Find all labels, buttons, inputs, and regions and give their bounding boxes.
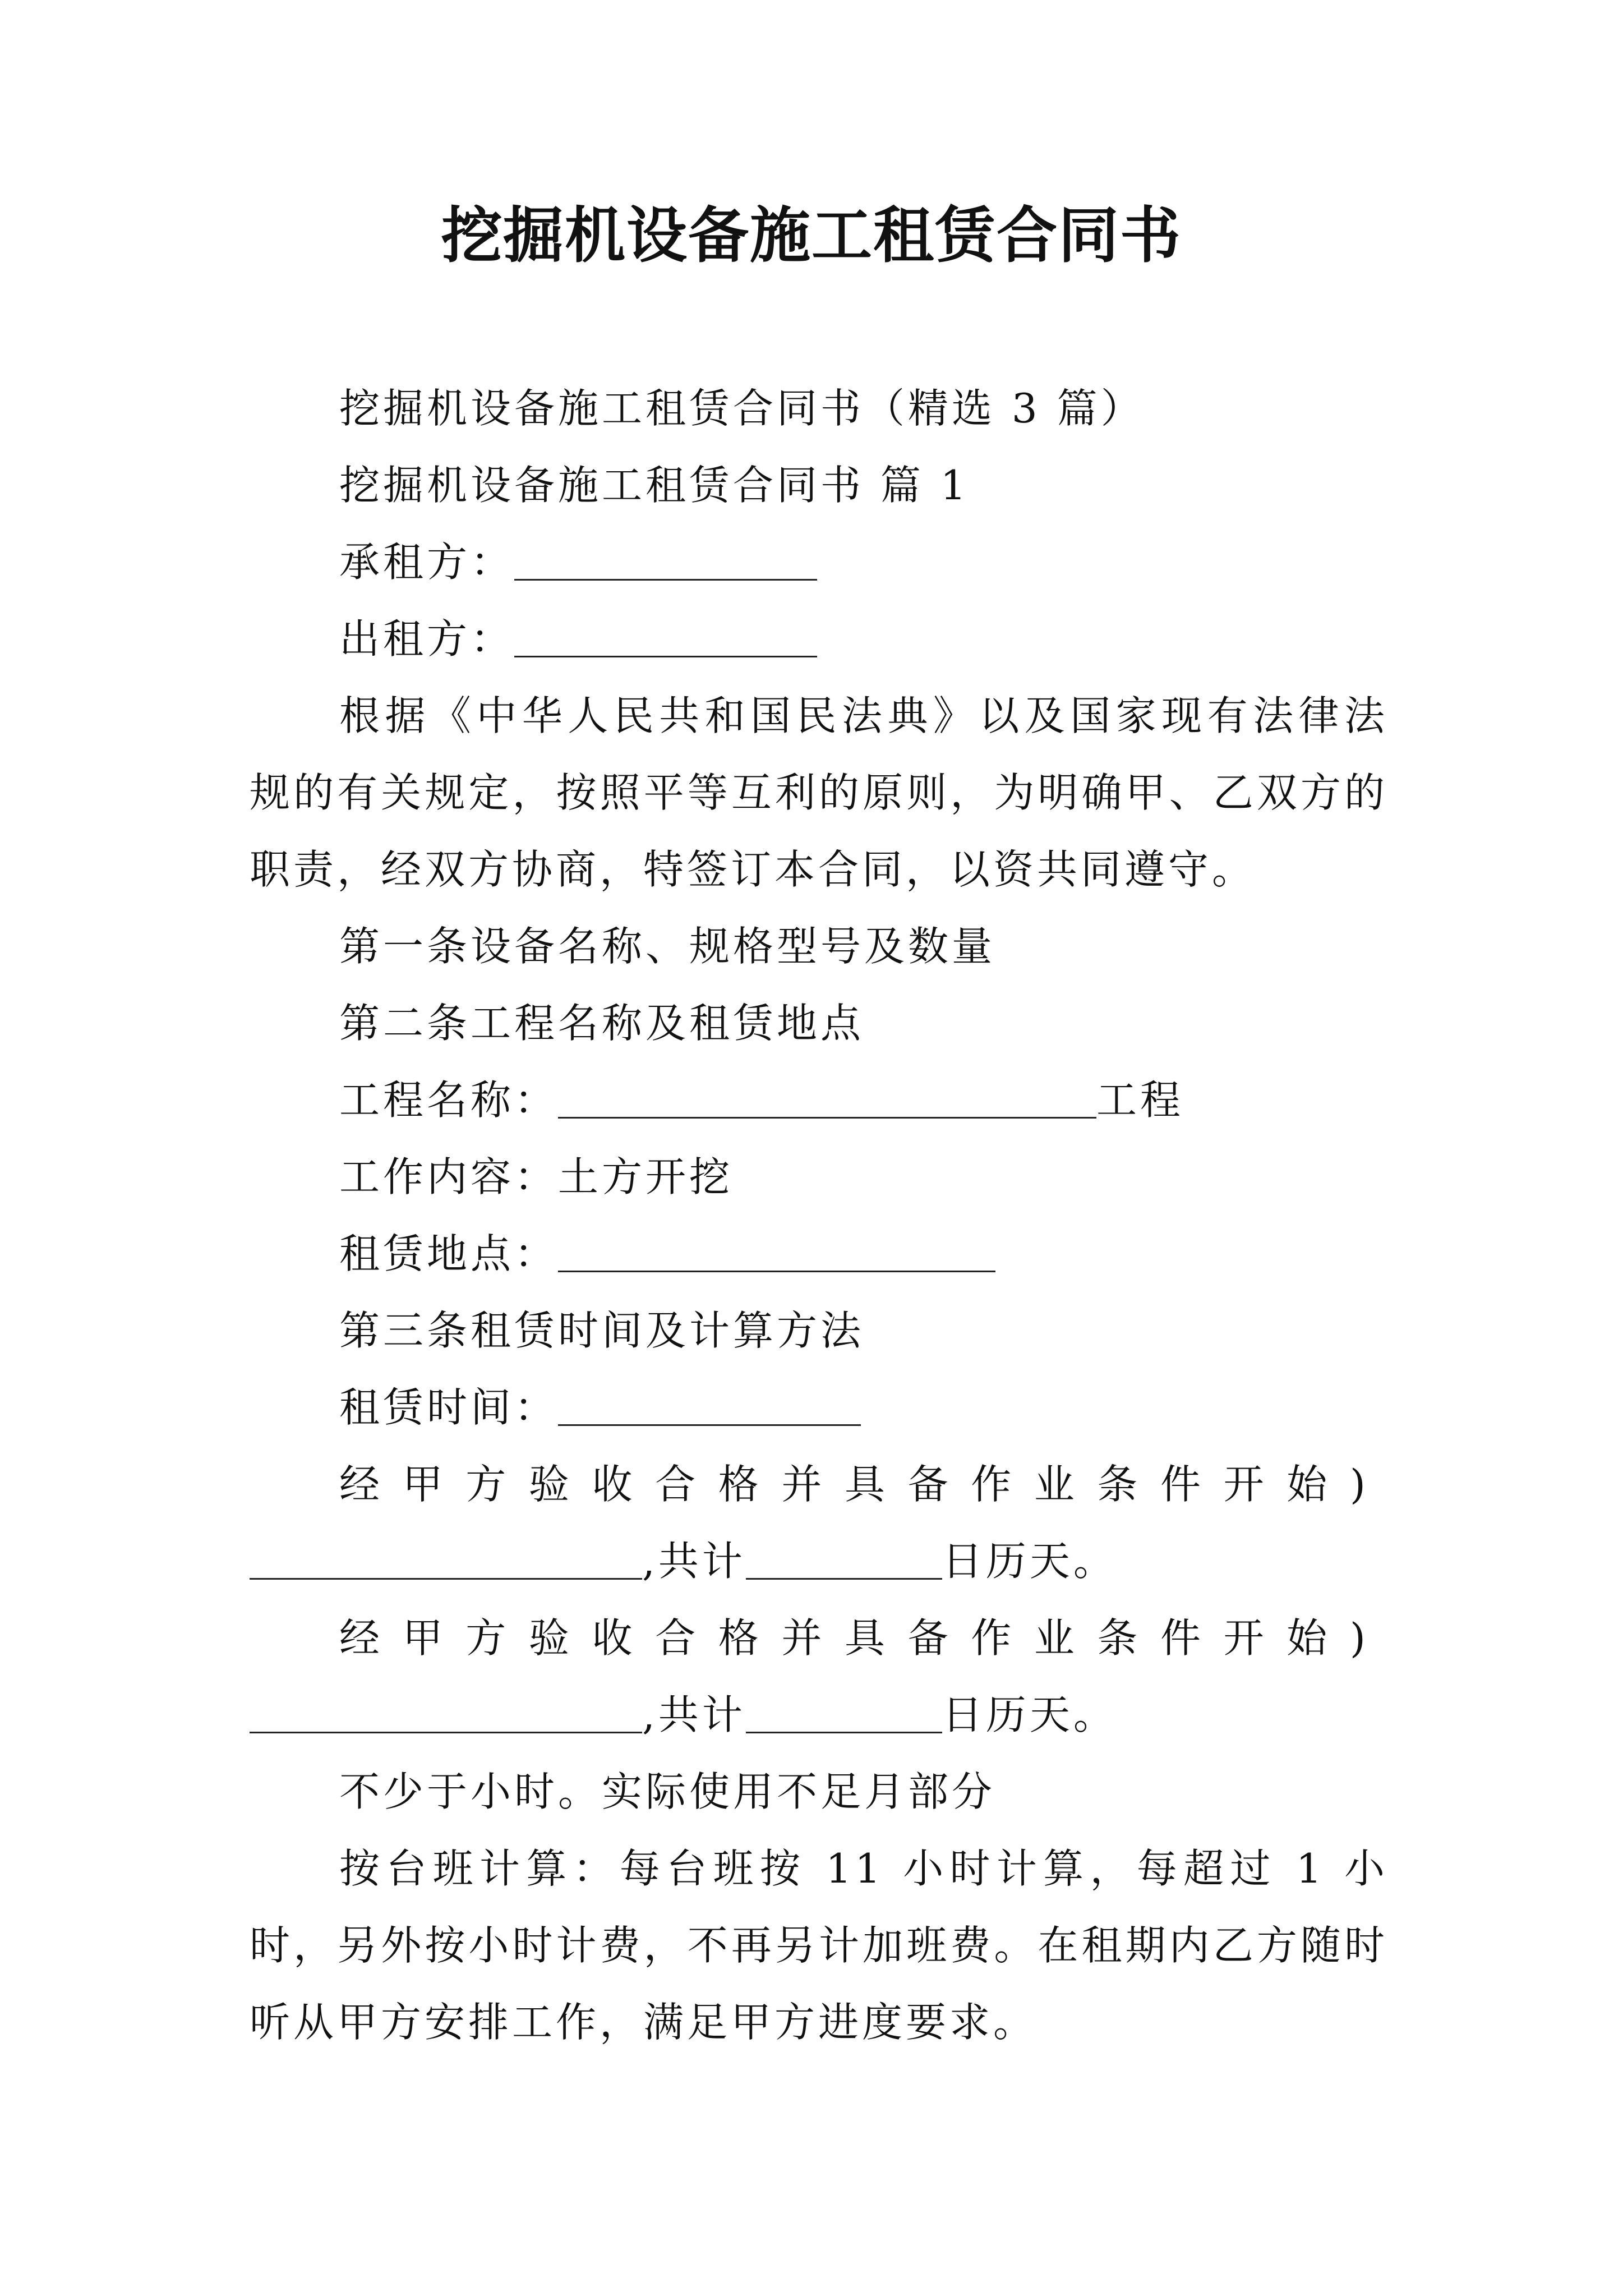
shift-calculation-paragraph: 按台班计算：每台班按 11 小时计算，每超过 1 小时，另外按小时计费，不再另计加班费。在租期内乙方随时听从甲方安排工作，满足甲方进度要求。 — [250, 1845, 1388, 2046]
start-blank-2 — [250, 1698, 642, 1733]
page-title: 挖掘机设备施工租赁合同书 — [441, 200, 1182, 271]
rental-location-line — [250, 1216, 1388, 1292]
days-blank-2 — [746, 1698, 942, 1733]
work-content-line: 工作内容：土方开挖 — [339, 1153, 734, 1200]
article-3-heading: 第三条租赁时间及计算方法 — [339, 1307, 865, 1354]
acceptance-clause-2 — [250, 1600, 1388, 1754]
days-suffix-2: 日历天。 — [942, 1691, 1117, 1738]
days-blank-1 — [746, 1544, 942, 1580]
section-heading: 挖掘机设备施工租赁合同书 篇 1 — [339, 462, 970, 509]
start-blank-1 — [250, 1544, 642, 1580]
lessor-blank — [514, 622, 817, 657]
rental-location-label: 租赁地点： — [339, 1230, 559, 1277]
lessee-line — [250, 524, 1388, 601]
lessee-label: 承租方： — [339, 539, 515, 586]
acceptance-text-1: 经甲方验收合格并具备作业条件开始) — [339, 1461, 1388, 1508]
project-name-label: 工程名称： — [339, 1076, 559, 1124]
project-name-line — [250, 1062, 1388, 1139]
lessor-label: 出租方： — [339, 615, 515, 662]
project-suffix: 工程 — [1096, 1076, 1184, 1124]
total-label-1: ,共计 — [642, 1538, 746, 1585]
acceptance-text-2: 经甲方验收合格并具备作业条件开始) — [339, 1614, 1388, 1662]
subtitle-line: 挖掘机设备施工租赁合同书（精选 3 篇） — [339, 385, 1145, 432]
project-name-blank — [558, 1083, 1096, 1119]
document-body — [250, 370, 1388, 2061]
minimum-hours-line: 不少于小时。实际使用不足月部分 — [339, 1768, 996, 1815]
article-1-heading: 第一条设备名称、规格型号及数量 — [339, 923, 996, 970]
total-label-2: ,共计 — [642, 1691, 746, 1738]
rental-time-blank — [558, 1391, 861, 1426]
article-2-heading: 第二条工程名称及租赁地点 — [339, 1000, 865, 1047]
rental-time-label: 租赁时间： — [339, 1384, 559, 1431]
days-suffix-1: 日历天。 — [942, 1538, 1117, 1585]
lessor-line — [250, 601, 1388, 678]
preamble-paragraph: 根据《中华人民共和国民法典》以及国家现有法律法规的有关规定，按照平等互利的原则，为明确甲、乙双方的职责，经双方协商，特签订本合同，以资共同遵守。 — [250, 692, 1388, 893]
rental-location-blank — [558, 1237, 995, 1272]
rental-time-line — [250, 1369, 1388, 1446]
lessee-blank — [514, 545, 817, 581]
acceptance-clause-1 — [250, 1446, 1388, 1600]
